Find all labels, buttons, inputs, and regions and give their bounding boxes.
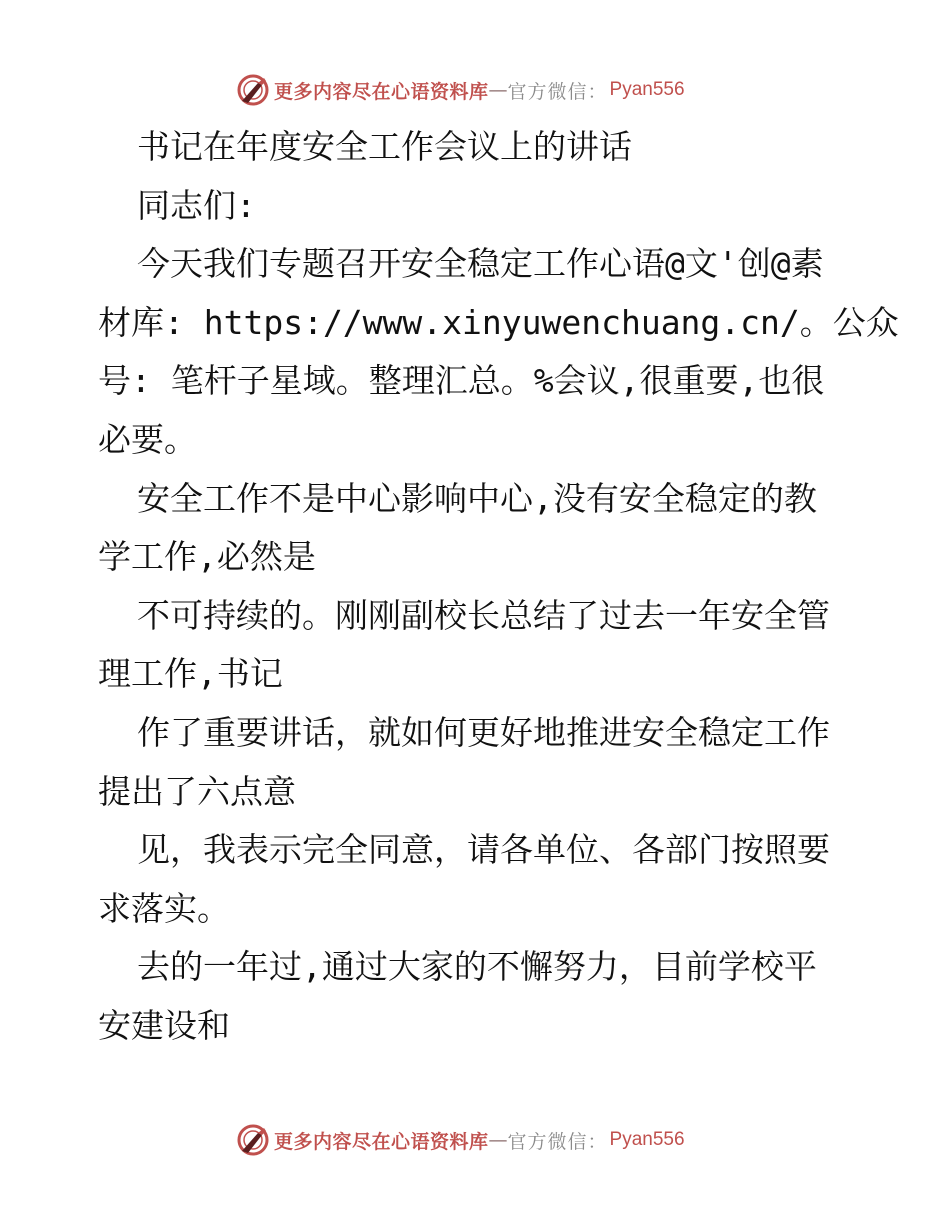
text-line: 书记在年度安全工作会议上的讲话: [137, 127, 632, 166]
footer-dash: —: [488, 1129, 508, 1151]
text-line: 见，我表示完全同意，请各单位、各部门按照要: [137, 830, 830, 870]
text-line: 安建设和: [98, 1005, 230, 1045]
text-line: 作了重要讲话，就如何更好地推进安全稳定工作: [137, 712, 830, 752]
text-line: 安全工作不是中心影响中心,没有安全稳定的教: [137, 478, 817, 518]
text-line: 提出了六点意: [98, 771, 296, 811]
text-line: 理工作,书记: [98, 654, 283, 694]
header-wechat-id: Pyan556: [609, 79, 685, 100]
header-watermark: [236, 72, 685, 108]
text-line: 材库: https://www.xinyuwenchuang.cn/。公众: [98, 302, 899, 342]
text-line: 同志们:: [137, 185, 256, 225]
footer-watermark: [236, 1122, 685, 1158]
footer-site-name: 更多内容尽在心语资料库: [274, 1130, 489, 1153]
header-dash: —: [488, 79, 508, 101]
header-official-label: 官方微信：: [507, 80, 608, 103]
text-line: 必要。: [98, 419, 197, 459]
pen-logo-icon: [236, 73, 270, 107]
text-line: 学工作,必然是: [98, 537, 316, 577]
text-line: 今天我们专题召开安全稳定工作心语@文'创@素: [137, 244, 824, 284]
header-site-name: 更多内容尽在心语资料库: [274, 80, 489, 103]
text-line: 不可持续的。刚刚副校长总结了过去一年安全管: [137, 595, 830, 635]
pen-logo-icon: [236, 1123, 270, 1157]
text-line: 去的一年过,通过大家的不懈努力，目前学校平: [137, 947, 817, 987]
footer-wechat-id: Pyan556: [609, 1129, 685, 1150]
text-line: 号: 笔杆子星域。整理汇总。%会议,很重要,也很: [98, 361, 825, 401]
document-body: [98, 118, 899, 1056]
text-line: 求落实。: [98, 888, 230, 928]
footer-official-label: 官方微信：: [507, 1130, 608, 1153]
